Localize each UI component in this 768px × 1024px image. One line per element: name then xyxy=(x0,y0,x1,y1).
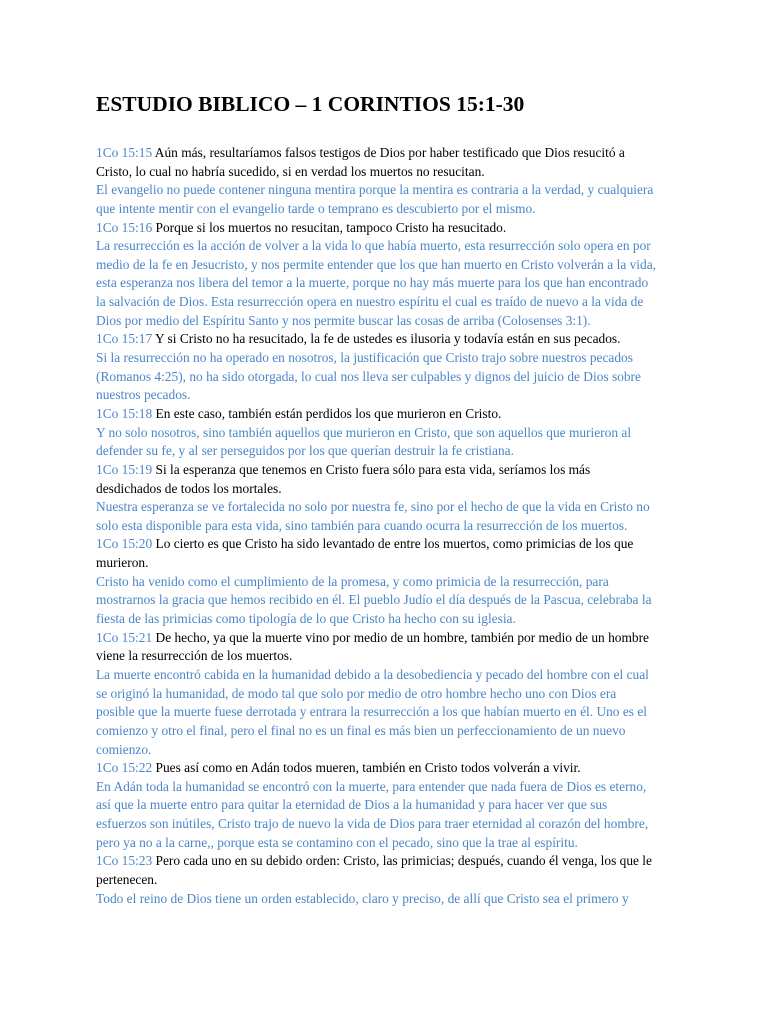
verse-entry xyxy=(96,219,686,331)
commentary-line: Todo el reino de Dios tiene un orden establecido, claro y preciso, de allí que Cristo sea el primero y xyxy=(96,890,629,906)
commentary-line: El evangelio no puede contener ninguna mentira porque la mentira es contraria a la verdad, y cualquiera xyxy=(96,182,654,198)
verse-line xyxy=(96,871,686,890)
commentary-line: comienzo. xyxy=(96,741,152,757)
verse-text: Y si Cristo no ha resucitado, la fe de ustedes es ilusoria y todavía están en sus pecados. xyxy=(152,331,621,347)
verse-text: desdichados de todos los mortales. xyxy=(96,480,282,496)
commentary-line: así que la muerte entro para quitar la eternidad de Dios a la humanidad y para hacer ver que sus xyxy=(96,797,608,813)
verse-reference: 1Co 15:19 xyxy=(96,461,153,477)
verse-text: Porque si los muertos no resucitan, tampoco Cristo ha resucitado. xyxy=(152,219,507,235)
verse-reference: 1Co 15:23 xyxy=(96,853,153,869)
verse-entry xyxy=(96,852,686,908)
commentary-line: posible que la muerte fuese derrotada y entrara la resurrección a los que habían muerto en él. Uno es el xyxy=(96,704,648,720)
commentary-line: que intente mentir con el evangelio tarde o temprano es descubierto por el mismo. xyxy=(96,200,536,216)
commentary-line: (Romanos 4:25), no ha sido otorgada, lo cual nos lleva ser culpables y dignos del juicio de Dios sobre xyxy=(96,368,641,384)
verse-reference: 1Co 15:15 xyxy=(96,145,153,160)
commentary-line: Nuestra esperanza se ve fortalecida no solo por nuestra fe, sino por el hecho de que la vida en Cristo no xyxy=(96,499,650,515)
verse-text: Pero cada uno en su debido orden: Cristo, las primicias; después, cuando él venga, los que le xyxy=(152,853,652,869)
commentary-line: mostrarnos la gracia que hemos recibido en él. El pueblo Judío el día después de la Pascua, celebraba la xyxy=(96,592,652,608)
commentary-line: Dios por medio del Espíritu Santo y nos permite buscar las cosas de arriba (Colosenses 3:1). xyxy=(96,312,591,328)
commentary-line: esfuerzos son inútiles, Cristo trajo de nuevo la vida de Dios para traer eternidad al corazón del hombre, xyxy=(96,816,649,832)
verse-text: Aún más, resultaríamos falsos testigos de Dios por haber testificado que Dios resucitó a xyxy=(152,145,625,160)
verse-line xyxy=(96,405,686,424)
commentary-line: defender su fe, y al ser perseguidos por los que querían destruir la fe cristiana. xyxy=(96,443,514,459)
commentary-line: esta esperanza nos libera del temor a la muerte, porque no hay más muerte para los que han encontrado xyxy=(96,275,649,291)
verse-text: murieron. xyxy=(96,555,149,571)
verse-line xyxy=(96,852,686,871)
verse-entry xyxy=(96,405,686,461)
verse-entry xyxy=(96,759,686,852)
verse-text: Si la esperanza que tenemos en Cristo fuera sólo para esta vida, seríamos los más xyxy=(152,461,591,477)
verse-text: Lo cierto es que Cristo ha sido levantado de entre los muertos, como primicias de los que xyxy=(152,536,634,552)
commentary-line: Si la resurrección no ha operado en nosotros, la justificación que Cristo trajo sobre nuestros pecados xyxy=(96,350,633,366)
commentary-line: En Adán toda la humanidad se encontró con la muerte, para entender que nada fuera de Dios es eterno, xyxy=(96,778,647,794)
commentary-line: pero ya no a la carne,, porque esta se contamino con el pecado, sino que la trae al espíritu. xyxy=(96,834,578,850)
verse-reference: 1Co 15:17 xyxy=(96,331,153,347)
verse-line xyxy=(96,461,686,480)
verse-entry xyxy=(96,461,686,536)
verse-entry xyxy=(96,629,686,759)
commentary-line: La resurrección es la acción de volver a la vida lo que había muerto, esta resurrección solo opera en por xyxy=(96,238,651,254)
verse-reference: 1Co 15:16 xyxy=(96,219,153,235)
verse-line xyxy=(96,330,686,349)
verse-line xyxy=(96,535,686,554)
commentary-line: fiesta de las primicias como tipología de lo que Cristo ha hecho con su iglesia. xyxy=(96,611,516,627)
verse-entry xyxy=(96,330,686,405)
commentary-line: se originó la humanidad, de modo tal que solo por medio de otro hombre hecho uno con Dios era xyxy=(96,685,617,701)
verse-entry xyxy=(96,535,686,628)
verse-line xyxy=(96,759,686,778)
verse-line xyxy=(96,144,686,163)
verse-entry xyxy=(96,144,686,219)
study-content xyxy=(96,144,686,908)
commentary-line: La muerte encontró cabida en la humanidad debido a la desobediencia y pecado del hombre con el cual xyxy=(96,666,649,682)
verse-text: Cristo, lo cual no habría sucedido, si en verdad los muertos no resucitan. xyxy=(96,163,485,179)
verse-line xyxy=(96,629,686,648)
commentary-line: comienzo y otro el final, pero el final no es un final es más bien un perfeccionamiento de un nuevo xyxy=(96,722,626,738)
verse-line xyxy=(96,163,686,182)
verse-line xyxy=(96,647,686,666)
commentary-line: nuestros pecados. xyxy=(96,387,191,403)
verse-reference: 1Co 15:20 xyxy=(96,536,153,552)
verse-reference: 1Co 15:21 xyxy=(96,629,153,645)
commentary-line: Cristo ha venido como el cumplimiento de la promesa, y como primicia de la resurrección, para xyxy=(96,573,609,589)
commentary-line: Y no solo nosotros, sino también aquellos que murieron en Cristo, que son aquellos que murieron al xyxy=(96,424,632,440)
commentary-line: medio de la fe en Jesucristo, y nos permite entender que los que han muerto en Cristo volverán a la vida, xyxy=(96,256,657,272)
document-title: ESTUDIO BIBLICO – 1 CORINTIOS 15:1-30 xyxy=(96,92,525,116)
verse-text: Pues así como en Adán todos mueren, también en Cristo todos volverán a vivir. xyxy=(152,760,581,776)
verse-text: pertenecen. xyxy=(96,871,158,887)
commentary-line: solo esta disponible para esta vida, sino también para cuando ocurra la resurrección de los muertos. xyxy=(96,517,628,533)
verse-reference: 1Co 15:18 xyxy=(96,405,153,421)
verse-reference: 1Co 15:22 xyxy=(96,760,153,776)
verse-line xyxy=(96,480,686,499)
verse-text: De hecho, ya que la muerte vino por medio de un hombre, también por medio de un hombre xyxy=(152,629,649,645)
commentary-line: la salvación de Dios. Esta resurrección opera en nuestro espíritu el cual es traído de nuevo a la vida de xyxy=(96,294,644,310)
verse-text: En este caso, también están perdidos los que murieron en Cristo. xyxy=(152,405,502,421)
verse-line xyxy=(96,219,686,238)
verse-line xyxy=(96,554,686,573)
verse-text: viene la resurrección de los muertos. xyxy=(96,648,293,664)
